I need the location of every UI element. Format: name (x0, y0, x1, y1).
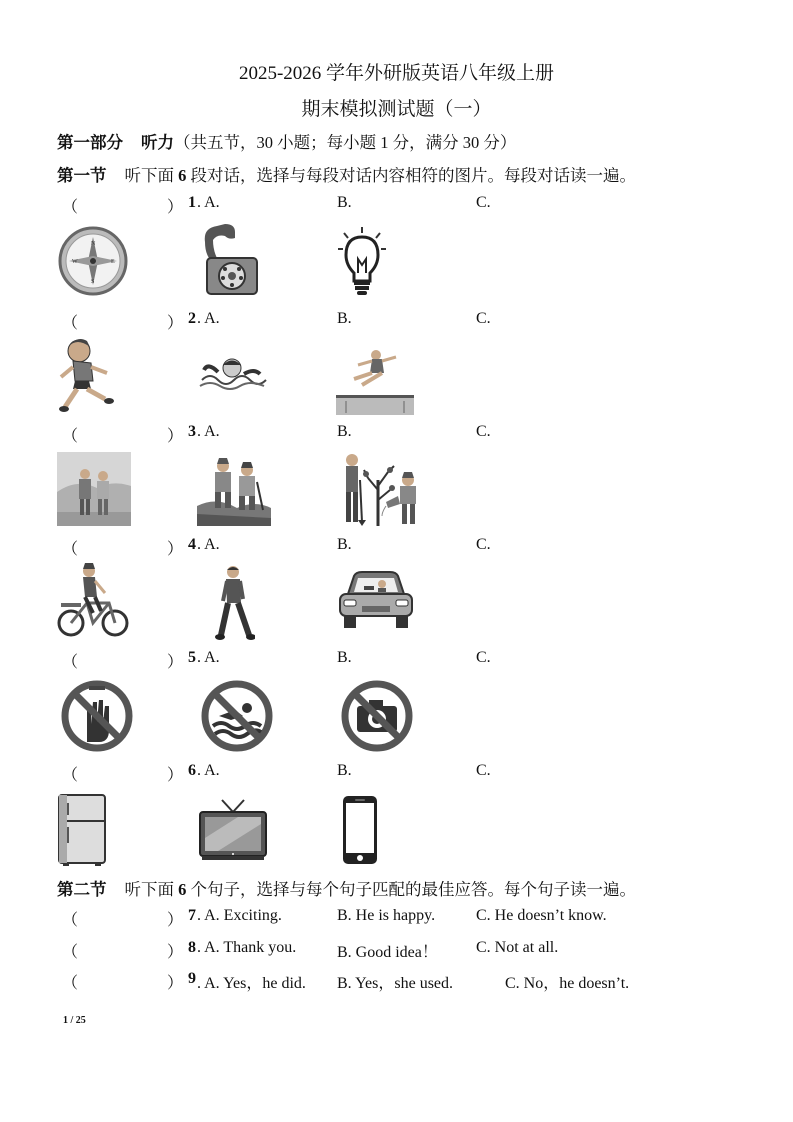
option-a-label: . A. (197, 423, 220, 440)
svg-text:E: E (111, 259, 115, 265)
section2-label: 第二节 (57, 880, 107, 899)
compass-icon (57, 225, 129, 297)
option-c-label: C. (476, 536, 491, 553)
answer-paren-close: ） (167, 541, 184, 558)
answer-paren-close: ） (167, 315, 184, 332)
section1-instruction-post: 段对话，选择与每段对话内容相符的图片。每段对话读一遍。 (186, 166, 636, 185)
option-c-label: C. (476, 310, 491, 327)
no-photos-icon (341, 680, 413, 752)
option-a-text: . A. Yes，he did. (197, 975, 306, 992)
question-number: 9 (188, 970, 196, 987)
section1-label: 第一节 (57, 166, 107, 185)
answer-paren-close: ） (167, 428, 184, 445)
page-number: 1 / 25 (63, 1015, 86, 1026)
question-number: 5 (188, 649, 196, 666)
question-number: 4 (188, 536, 196, 553)
option-a-label: . A. (197, 536, 220, 553)
question-number: 8 (188, 939, 196, 956)
option-c-text: C. He doesn’t know. (476, 907, 607, 924)
option-a-label: . A. (197, 310, 220, 327)
answer-paren-open: （ (62, 541, 79, 558)
answer-paren-close: ） (167, 199, 184, 216)
question-number: 1 (188, 194, 196, 211)
no-touching-icon (61, 680, 133, 752)
answer-paren-close: ） (167, 767, 184, 784)
option-a-label: . A. (197, 649, 220, 666)
svg-text:W: W (72, 259, 78, 265)
option-b-label: B. (337, 194, 352, 211)
no-swimming-icon (201, 680, 273, 752)
part1-label: 第一部分 (57, 133, 123, 152)
answer-paren-open: （ (62, 975, 79, 992)
answer-paren-close: ） (167, 912, 184, 929)
option-b-text: B. Good idea！ (337, 944, 438, 961)
answer-paren-open: （ (62, 428, 79, 445)
car-driver-icon (338, 570, 414, 634)
option-c-label: C. (476, 649, 491, 666)
page-title: 2025-2026 学年外研版英语八年级上册 (238, 63, 555, 84)
option-b-text: B. He is happy. (337, 907, 436, 924)
question-number: 7 (188, 907, 196, 924)
answer-paren-open: （ (62, 654, 79, 671)
svg-text:S: S (91, 279, 95, 285)
page-subtitle: 期末模拟测试题（一） (301, 99, 492, 120)
answer-paren-open: （ (62, 944, 79, 961)
option-b-label: B. (337, 649, 352, 666)
light-bulb-icon (336, 225, 388, 301)
long-jump-icon (336, 345, 414, 415)
tv-icon (198, 798, 268, 864)
option-b-label: B. (337, 536, 352, 553)
svg-text:N: N (91, 241, 96, 247)
section2-instruction-post: 个句子，选择与每个句子匹配的最佳应答。每个句子读一遍。 (186, 880, 636, 899)
part1-name: 听力 (141, 133, 174, 152)
running-boy-icon (57, 337, 119, 413)
swimmer-icon (198, 350, 268, 394)
option-c-label: C. (476, 762, 491, 779)
section1-heading (57, 162, 636, 186)
option-a-label: . A. (197, 194, 220, 211)
question-number: 3 (188, 423, 196, 440)
cyclist-icon (57, 563, 131, 641)
telephone-icon (195, 222, 265, 298)
option-c-label: C. (476, 423, 491, 440)
section2-instruction-pre: 听下面 (124, 880, 179, 899)
option-b-label: B. (337, 310, 352, 327)
hikers-icon (197, 452, 271, 526)
answer-paren-open: （ (62, 912, 79, 929)
section1-instruction-pre: 听下面 (124, 166, 179, 185)
elderly-walking-icon (57, 452, 131, 526)
option-a-text: . A. Thank you. (197, 939, 297, 956)
answer-paren-open: （ (62, 767, 79, 784)
question-number: 6 (188, 762, 196, 779)
section2-instruction-num: 6 (178, 880, 187, 899)
option-c-label: C. (476, 194, 491, 211)
option-a-text: . A. Exciting. (197, 907, 282, 924)
smartphone-icon (341, 794, 379, 866)
fridge-icon (57, 793, 107, 867)
option-b-text: B. Yes，she used. (337, 975, 454, 992)
tree-planting-icon (338, 450, 426, 528)
option-c-text: C. Not at all. (476, 939, 559, 956)
answer-paren-close: ） (167, 944, 184, 961)
walking-man-icon (215, 565, 255, 641)
answer-paren-open: （ (62, 315, 79, 332)
section1-instruction-num: 6 (178, 166, 187, 185)
option-b-label: B. (337, 423, 352, 440)
option-b-label: B. (337, 762, 352, 779)
answer-paren-close: ） (167, 654, 184, 671)
option-a-label: . A. (197, 762, 220, 779)
answer-paren-open: （ (62, 199, 79, 216)
section2-heading (57, 876, 636, 900)
option-c-text: C. No，he doesn’t. (505, 975, 630, 992)
part1-note: （共五节，30 小题；每小题 1 分，满分 30 分） (174, 133, 517, 152)
question-number: 2 (188, 310, 196, 327)
part1-heading (57, 129, 516, 153)
answer-paren-close: ） (167, 975, 184, 992)
